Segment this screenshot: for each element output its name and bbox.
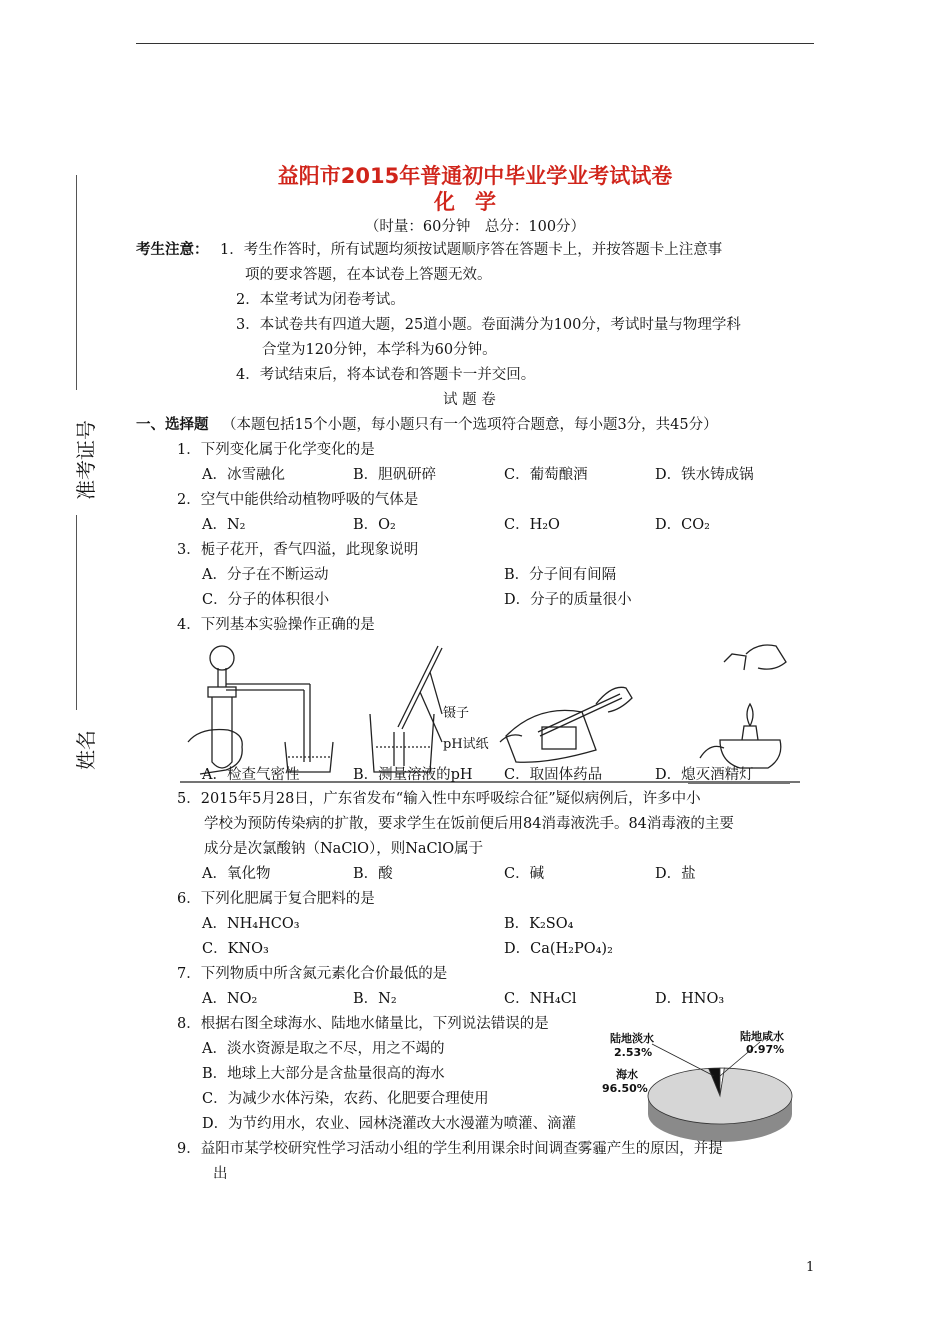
q2-option-b[interactable]: B．O₂ <box>353 517 396 533</box>
exam-subject: 化学 <box>434 190 516 214</box>
q8-option-d[interactable]: D．为节约用水，农业、园林浇灌改大水漫灌为喷灌、滴灌 <box>202 1116 577 1132</box>
q7-option-d[interactable]: D．HNO₃ <box>655 991 725 1007</box>
q2-option-c[interactable]: C．H₂O <box>504 517 560 533</box>
side-line-mid <box>76 515 77 710</box>
notice-1b: 项的要求答题，在本试卷上答题无效。 <box>245 267 492 283</box>
q1-stem: 1．下列变化属于化学变化的是 <box>177 442 375 458</box>
side-label-exam-id: 准考证号 <box>74 420 98 500</box>
header-rule <box>136 43 814 44</box>
pie-label-salt-value: 0.97% <box>746 1043 785 1056</box>
q2-option-d[interactable]: D．CO₂ <box>655 517 710 533</box>
q5-line-3: 成分是次氯酸钠（NaClO），则NaClO属于 <box>204 841 484 857</box>
time-info: （时量：60分钟 总分：100分） <box>364 219 586 235</box>
q3-option-b[interactable]: B．分子间有间隔 <box>504 567 617 583</box>
q4-option-a[interactable]: A．检查气密性 <box>202 767 300 783</box>
q2-stem: 2．空气中能供给动植物呼吸的气体是 <box>177 492 419 508</box>
q1-option-b[interactable]: B．胆矾研碎 <box>353 467 437 483</box>
q1-option-a[interactable]: A．冰雪融化 <box>202 467 285 483</box>
exam-title: 益阳市2015年普通初中毕业学业考试试卷 <box>277 164 673 188</box>
part1-desc: （本题包括15个小题，每小题只有一个选项符合题意，每小题3分，共45分） <box>222 417 718 433</box>
q3-option-a[interactable]: A．分子在不断运动 <box>202 567 329 583</box>
notice-2: 2．本堂考试为闭卷考试。 <box>236 292 405 308</box>
q4-stem: 4．下列基本实验操作正确的是 <box>177 617 375 633</box>
leader-line-fresh <box>652 1044 714 1076</box>
q3-option-c[interactable]: C．分子的体积很小 <box>202 592 330 608</box>
q4-label-tweezers: 镊子 <box>443 706 470 721</box>
notice-4: 4．考试结束后，将本试卷和答题卡一并交回。 <box>236 367 536 383</box>
q9-line-2: 出 <box>213 1166 228 1182</box>
q4-figure-a <box>188 646 333 774</box>
q8-option-b[interactable]: B．地球上大部分是含盐量很高的海水 <box>202 1066 445 1082</box>
notice-label: 考生注意： <box>136 241 209 258</box>
q5-option-d[interactable]: D．盐 <box>655 866 696 882</box>
q4-figure-c <box>500 687 632 762</box>
q1-option-d[interactable]: D．铁水铸成锅 <box>655 467 754 483</box>
q8-option-a[interactable]: A．淡水资源是取之不尽，用之不竭的 <box>202 1041 445 1057</box>
q8-stem: 8．根据右图全球海水、陆地水储量比，下列说法错误的是 <box>177 1016 549 1032</box>
q5-line-1: 5．2015年5月28日，广东省发布“输入性中东呼吸综合征”疑似病例后，许多中小 <box>177 791 701 807</box>
q7-option-c[interactable]: C．NH₄Cl <box>504 991 577 1007</box>
notice-3a: 3．本试卷共有四道大题，25道小题。卷面满分为100分，考试时量与物理学科 <box>236 317 741 333</box>
section-label: 试 题 卷 <box>443 392 496 408</box>
pie-label-fresh-name: 陆地淡水 <box>610 1032 654 1045</box>
q7-option-b[interactable]: B．N₂ <box>353 991 397 1007</box>
q4-illustrations <box>180 632 800 784</box>
page-number: 1 <box>806 1260 815 1275</box>
q1-option-c[interactable]: C．葡萄酿酒 <box>504 467 588 483</box>
notice-3b: 合堂为120分钟，本学科为60分钟。 <box>262 342 497 358</box>
part1-title: 一、选择题 <box>136 416 209 433</box>
pie-label-salt-name: 陆地咸水 <box>740 1030 784 1043</box>
water-pie-chart <box>590 1020 815 1155</box>
q4-option-c[interactable]: C．取固体药品 <box>504 767 603 783</box>
q3-option-d[interactable]: D．分子的质量很小 <box>504 592 632 608</box>
q5-option-c[interactable]: C．碱 <box>504 866 545 882</box>
side-label-name: 姓名 <box>74 730 98 770</box>
q5-line-2: 学校为预防传染病的扩散，要求学生在饭前便后用84消毒液洗手。84消毒液的主要 <box>204 816 734 832</box>
q4-option-b[interactable]: B．测量溶液的pH <box>353 767 473 783</box>
q9-line-1: 9．益阳市某学校研究性学习活动小组的学生利用课余时间调查雾霾产生的原因，并提 <box>177 1141 723 1157</box>
q5-option-b[interactable]: B．酸 <box>353 866 393 882</box>
q2-option-a[interactable]: A．N₂ <box>202 517 246 533</box>
q6-option-d[interactable]: D．Ca(H₂PO₄)₂ <box>504 941 613 957</box>
notice-1a: 1．考生作答时，所有试题均须按试题顺序答在答题卡上，并按答题卡上注意事 <box>220 242 723 258</box>
q7-option-a[interactable]: A．NO₂ <box>202 991 258 1007</box>
q7-stem: 7．下列物质中所含氮元素化合价最低的是 <box>177 966 448 982</box>
q4-option-d[interactable]: D．熄灭酒精灯 <box>655 767 754 783</box>
q3-stem: 3．栀子花开，香气四溢，此现象说明 <box>177 542 419 558</box>
q6-option-b[interactable]: B．K₂SO₄ <box>504 916 574 932</box>
pie-label-sea-value: 96.50% <box>602 1082 648 1095</box>
q4-label-ph-paper: pH试纸 <box>443 737 489 752</box>
q4-figure-b <box>370 646 442 772</box>
q6-stem: 6．下列化肥属于复合肥料的是 <box>177 891 375 907</box>
q6-option-c[interactable]: C．KNO₃ <box>202 941 269 957</box>
q6-option-a[interactable]: A．NH₄HCO₃ <box>202 916 300 932</box>
pie-label-fresh-value: 2.53% <box>614 1046 653 1059</box>
pie-label-sea-name: 海水 <box>616 1068 638 1081</box>
q8-option-c[interactable]: C．为减少水体污染，农药、化肥要合理使用 <box>202 1091 489 1107</box>
q5-option-a[interactable]: A．氧化物 <box>202 866 271 882</box>
